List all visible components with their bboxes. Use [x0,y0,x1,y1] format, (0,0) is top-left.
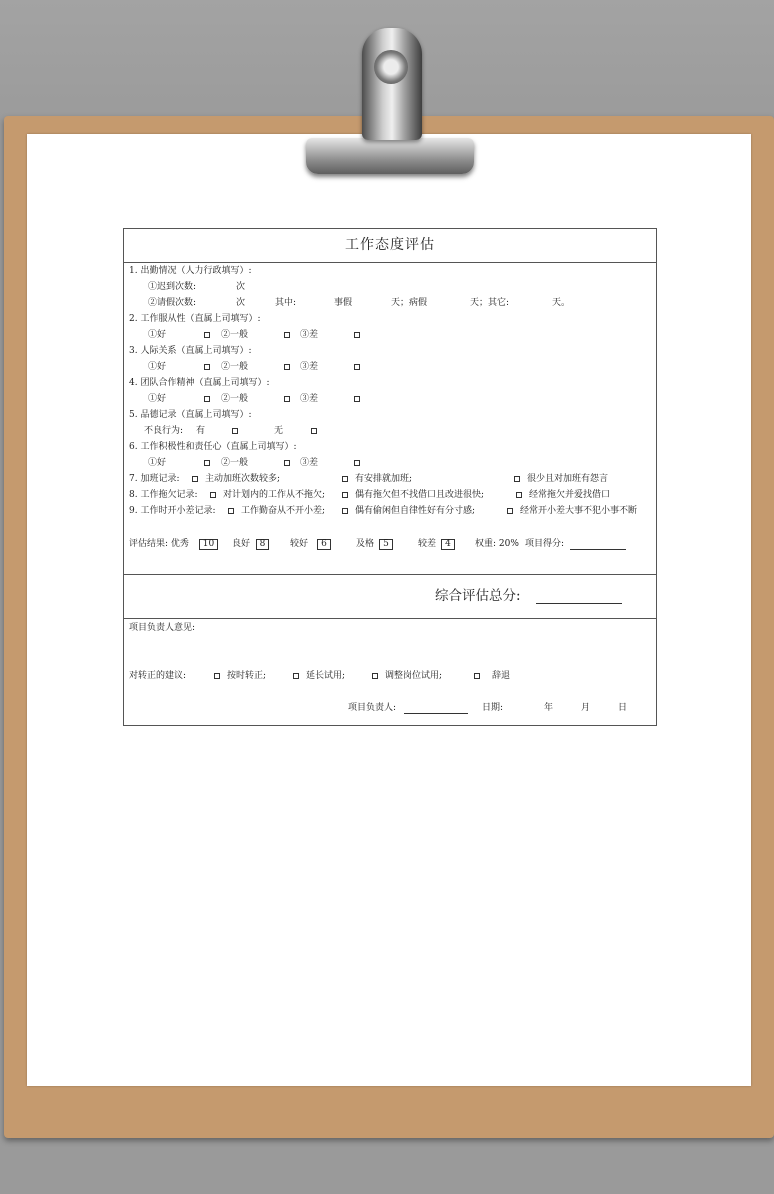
evaluation-form [123,228,657,726]
option-poor: ③差 [300,458,319,468]
option-average: ②一般 [221,458,249,468]
clip-base [306,138,474,174]
personal-leave-label: 事假 [334,298,353,308]
checkbox-delay-2[interactable] [342,489,348,501]
checkbox-initiative-good[interactable] [204,457,210,469]
overtime-option-2: 有安排就加班; [355,474,413,484]
adjust-label: 调整岗位试用; [385,671,443,681]
option-average: ②一般 [221,330,249,340]
mistakes-option-3: 经常开小差大事不犯小事不断 [520,506,638,516]
weight-label: 权重: 20% [475,539,519,549]
overtime-option-1: 主动加班次数较多; [205,474,281,484]
teamwork-heading: 4. 团队合作精神（直属上司填写）: [129,378,270,388]
checkbox-overtime-3[interactable] [514,473,520,485]
obedience-heading: 2. 工作服从性（直属上司填写）: [129,314,261,324]
checkbox-mistakes-3[interactable] [507,505,513,517]
day-end-label: 天。 [552,298,571,308]
checkbox-mistakes-1[interactable] [228,505,234,517]
checkbox-obedience-poor[interactable] [354,329,360,341]
option-good: ①好 [148,330,167,340]
checkbox-initiative-average[interactable] [284,457,290,469]
pass-label: 及格 [356,539,375,549]
checkbox-teamwork-average[interactable] [284,393,290,405]
initiative-heading: 6. 工作积极性和责任心（直属上司填写）: [129,442,297,452]
mistakes-label: 9. 工作时开小差记录: [129,506,216,516]
checkbox-relations-good[interactable] [204,361,210,373]
option-good: ①好 [148,362,167,372]
score-good: 8 [256,539,269,550]
checkbox-obedience-average[interactable] [284,329,290,341]
conduct-heading: 5. 品德记录（直属上司填写）: [129,410,252,420]
leave-label: ②请假次数: [148,298,197,308]
conduct-no-label: 无 [274,426,284,436]
option-average: ②一般 [221,394,249,404]
bad-behavior-label: 不良行为: [144,426,184,436]
checkbox-adjust[interactable] [372,670,378,682]
clip-lever [362,28,422,140]
checkbox-teamwork-poor[interactable] [354,393,360,405]
signer-field[interactable] [404,713,468,714]
on-time-label: 按时转正; [227,671,267,681]
criteria-section [124,263,656,575]
option-poor: ③差 [300,330,319,340]
extend-label: 延长试用; [306,671,346,681]
checkbox-dismiss[interactable] [474,670,480,682]
late-unit: 次 [236,282,246,292]
overtime-option-3: 很少且对加班有怨言 [527,474,609,484]
checkbox-extend[interactable] [293,670,299,682]
dismiss-label: 辞退 [492,671,511,681]
checkbox-initiative-poor[interactable] [354,457,360,469]
relations-heading: 3. 人际关系（直属上司填写）: [129,346,252,356]
total-score-field[interactable] [536,603,622,604]
checkbox-obedience-good[interactable] [204,329,210,341]
score-poor: 4 [441,539,455,550]
checkbox-teamwork-good[interactable] [204,393,210,405]
late-label: ①迟到次数: [148,282,197,292]
poor-label: 较差 [418,539,437,549]
fair-label: 较好 [290,539,309,549]
checkbox-mistakes-2[interactable] [342,505,348,517]
option-good: ①好 [148,394,167,404]
year-label: 年 [544,703,554,713]
delay-option-2: 偶有拖欠但不找借口且改进很快; [355,490,485,500]
checkbox-overtime-1[interactable] [192,473,198,485]
manager-opinion-label: 项目负责人意见: [129,623,196,633]
checkbox-delay-3[interactable] [516,489,522,501]
form-title: 工作态度评估 [124,229,656,263]
delay-option-3: 经常拖欠并爱找借口 [529,490,611,500]
conduct-yes-label: 有 [196,426,206,436]
delay-label: 8. 工作拖欠记录: [129,490,198,500]
total-section [124,575,656,619]
checkbox-conduct-yes[interactable] [232,425,238,437]
mistakes-option-2: 偶有偷闲但自律性好有分寸感; [355,506,476,516]
option-average: ②一般 [221,362,249,372]
option-poor: ③差 [300,394,319,404]
score-fair: 6 [317,539,331,550]
overtime-label: 7. 加班记录: [129,474,180,484]
checkbox-relations-poor[interactable] [354,361,360,373]
good-label: 良好 [232,539,251,549]
checkbox-conduct-no[interactable] [311,425,317,437]
item-score-label: 项目得分: [525,539,565,549]
suggestion-label: 对转正的建议: [129,671,187,681]
manager-section [124,619,656,727]
item-score-field[interactable] [570,549,626,550]
option-poor: ③差 [300,362,319,372]
leave-unit: 次 [236,298,246,308]
clip-hole-icon [374,50,408,84]
checkbox-relations-average[interactable] [284,361,290,373]
total-label: 综合评估总分: [435,588,521,604]
option-good: ①好 [148,458,167,468]
day-label: 日 [618,703,628,713]
score-excellent: 10 [199,539,218,550]
sick-leave-label: 天；病假 [391,298,428,308]
result-label: 评估结果: 优秀 [129,539,189,549]
delay-option-1: 对计划内的工作从不拖欠; [223,490,326,500]
checkbox-delay-1[interactable] [210,489,216,501]
score-pass: 5 [379,539,393,550]
among-label: 其中: [275,298,297,308]
mistakes-option-1: 工作勤奋从不开小差; [241,506,326,516]
signer-label: 项目负责人: [348,703,397,713]
month-label: 月 [581,703,591,713]
attendance-heading: 1. 出勤情况（人力行政填写）: [129,266,252,276]
date-label: 日期: [482,703,504,713]
other-leave-label: 天；其它: [470,298,510,308]
checkbox-on-time[interactable] [214,670,220,682]
checkbox-overtime-2[interactable] [342,473,348,485]
